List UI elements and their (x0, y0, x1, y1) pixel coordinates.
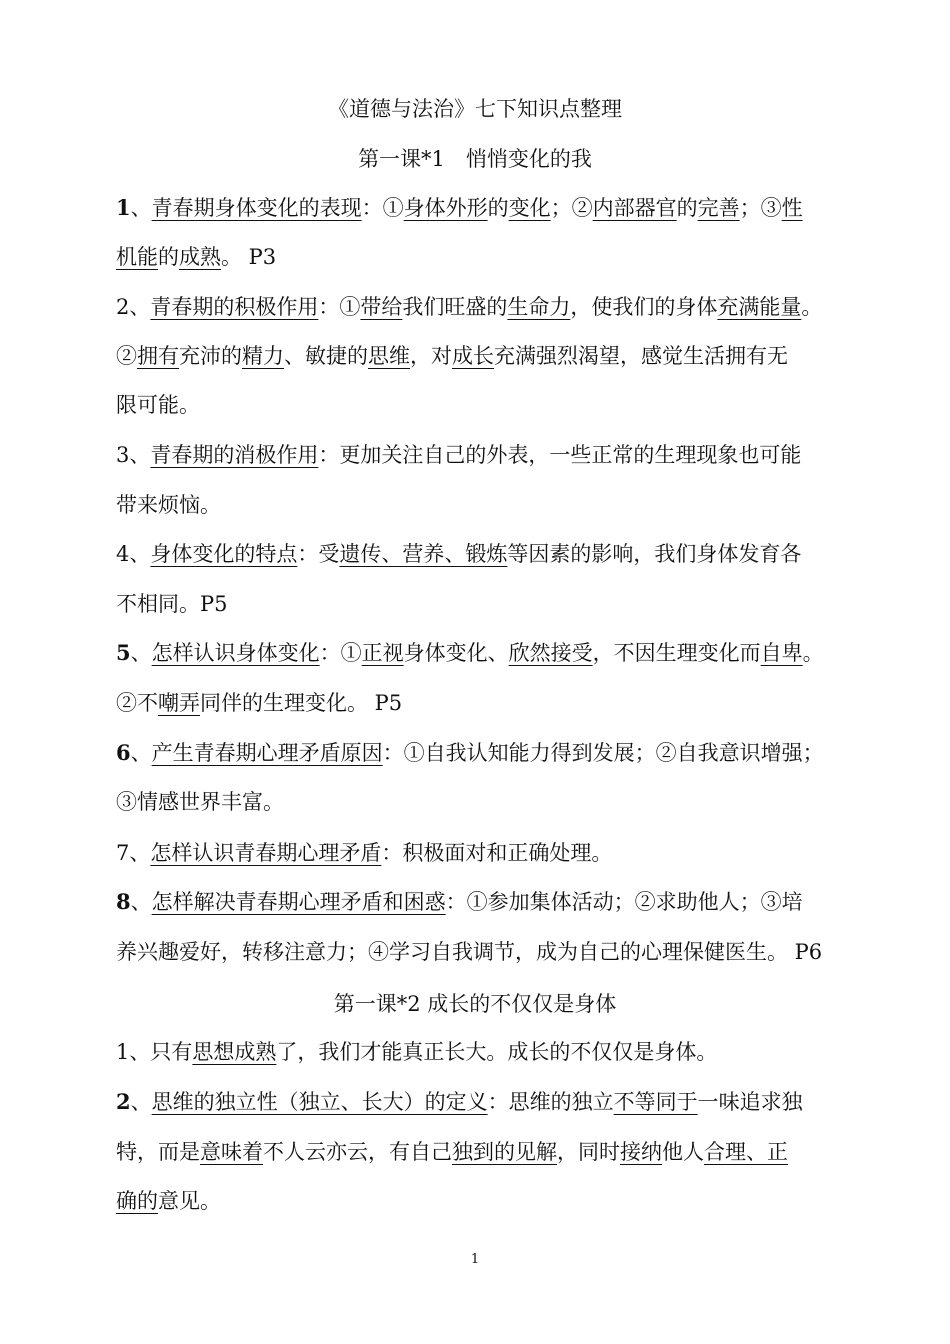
paragraph-line: 3、青春期的消极作用：更加关注自己的外表，一些正常的生理现象也可能 (116, 443, 802, 467)
paragraph-line: 4、身体变化的特点：受遗传、营养、锻炼等因素的影响，我们身体发育各 (116, 542, 802, 566)
paragraph-line: 带来烦恼。 (116, 493, 221, 517)
paragraph-line: 特，而是意味着不人云亦云，有自己独到的见解，同时接纳他人合理、正 (116, 1140, 788, 1164)
paragraph-line: 养兴趣爱好，转移注意力；④学习自我调节，成为自己的心理保健医生。 P6 (116, 940, 823, 964)
paragraph-line: 机能的成熟。 P3 (116, 245, 277, 269)
document-title: 《道德与法治》七下知识点整理 (328, 97, 622, 121)
paragraph-line: 限可能。 (116, 393, 200, 417)
paragraph-line: 7、怎样认识青春期心理矛盾：积极面对和正确处理。 (116, 841, 613, 865)
lesson-2-title: 第一课*2 成长的不仅仅是身体 (333, 992, 617, 1016)
paragraph-line: 2、思维的独立性（独立、长大）的定义：思维的独立不等同于一味追求独 (116, 1089, 803, 1114)
paragraph-line: 1、只有思想成熟了，我们才能真正长大。成长的不仅仅是身体。 (116, 1040, 718, 1064)
paragraph-line: 不相同。P5 (116, 592, 228, 616)
paragraph-line: ②拥有充沛的精力、敏捷的思维，对成长充满强烈渴望，感觉生活拥有无 (116, 344, 788, 368)
paragraph-line: ③情感世界丰富。 (116, 790, 284, 814)
paragraph-line: 8、怎样解决青春期心理矛盾和困惑：①参加集体活动；②求助他人；③培 (116, 889, 803, 914)
paragraph-line: 1、青春期身体变化的表现：①身体外形的变化；②内部器官的完善；③性 (116, 195, 803, 220)
lesson-1-title: 第一课*1 悄悄变化的我 (358, 147, 592, 171)
paragraph-line: 2、青春期的积极作用：①带给我们旺盛的生命力，使我们的身体充满能量。 (116, 295, 823, 319)
page-number: 1 (470, 1252, 480, 1267)
paragraph-line: ②不嘲弄同伴的生理变化。 P5 (116, 691, 403, 715)
paragraph-line: 5、怎样认识身体变化：①正视身体变化、欣然接受，不因生理变化而自卑。 (116, 640, 824, 665)
paragraph-line: 6、产生青春期心理矛盾原因：①自我认知能力得到发展；②自我意识增强； (116, 740, 824, 765)
paragraph-line: 确的意见。 (116, 1189, 221, 1213)
